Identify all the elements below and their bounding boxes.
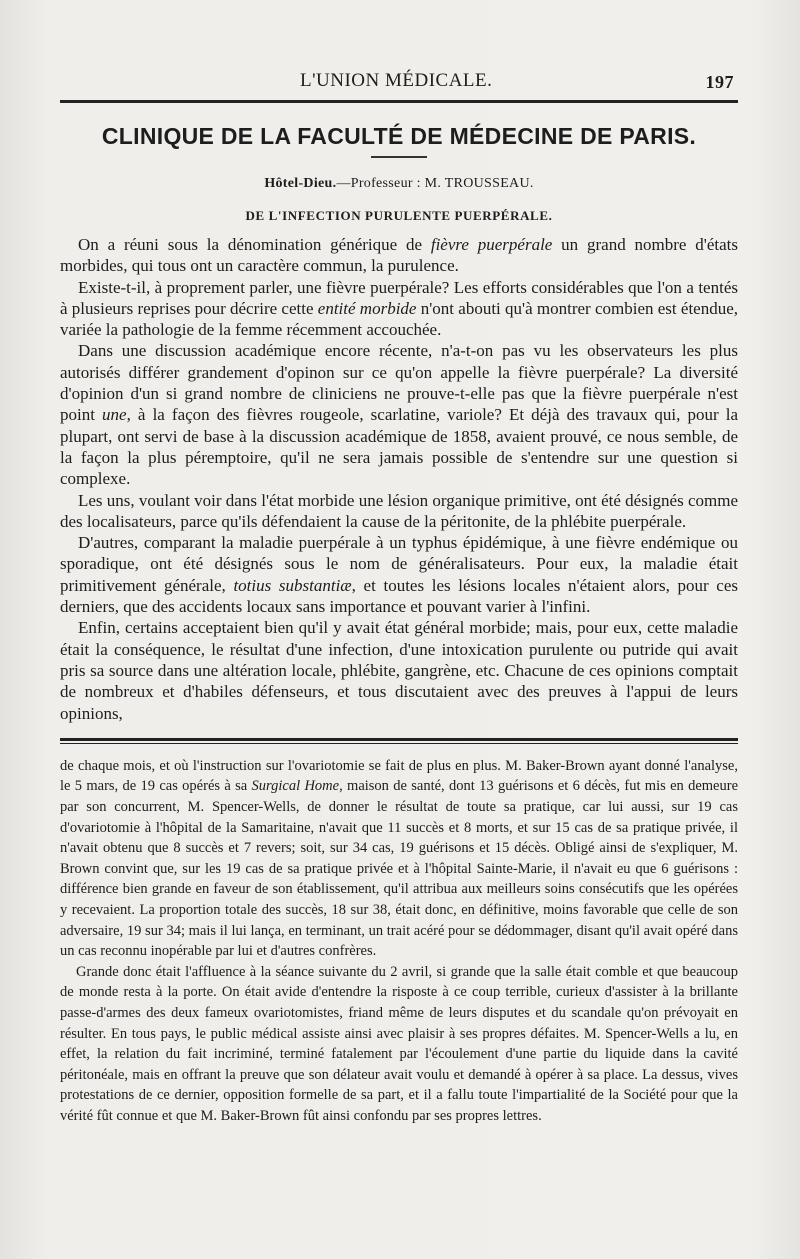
title-divider (371, 156, 427, 158)
footnote-separator (60, 738, 738, 744)
header-rule (60, 100, 738, 103)
article-body (60, 234, 738, 724)
paragraph: Dans une discussion académique encore récente, n'a-t-on pas vu les observateurs les plus autorisés différer grandement d'opinon sur ce qu'on appelle la fièvre puerpérale? La diversité d'opinion d'un si grand nombre de cliniciens ne prouve-t-elle pas que la fièvre puerpérale n'est point une, à la façon des fièvres rougeole, scarlatine, variole? Et déjà des travaux qui, pour la plupart, ont servi de base à la discussion académique de 1858, avaient prouvé, ce nous semble, de la façon la plus péremptoire, qu'il ne sera jamais possible de s'entendre sur une question si complexe. (60, 341, 738, 489)
page-number: 197 (705, 72, 734, 92)
footnote (60, 756, 738, 1127)
subtitle-professor: —Professeur : M. TROUSSEAU. (336, 176, 534, 191)
running-title: L'UNION MÉDICALE. (300, 70, 493, 91)
subtitle (60, 176, 738, 192)
paragraph: Existe-t-il, à proprement parler, une fièvre puerpérale? Les efforts considérables que l'on a tentés à plusieurs reprises pour décrire cette entité morbide n'ont abouti qu'à montrer combien est étendue, variée la pathologie de la femme récemment accouchée. (60, 277, 739, 340)
footnote-paragraph: Grande donc était l'affluence à la séance suivante du 2 avril, si grande que la salle était comble et que beaucoup de monde resta à la porte. On était avide d'entendre la risposte à ce coup terrible, curieux d'assister à la brillante passe-d'armes des deux fameux ovariotomistes, friand même de leurs disputes et du scandale qu'on prévoyait en résulter. En tous pays, le public médical assiste ainsi avec plaisir à ses propres défaites. M. Spencer-Wells a lu, en effet, la relation du fait incriminé, terminé fatalement par l'écoulement d'une partie du liquide dans la cavité péritonéale, mais en offrant la preuve que son délateur avait voulu et demandé à opérer à sa place. La dessus, vives protestations de ce dernier, opposition formelle de sa part, et il a fallu toute l'impartialité de la Société pour que la vérité fût connue et que M. Baker-Brown fût ainsi confondu par ses propres lettres. (60, 963, 738, 1124)
paragraph: Les uns, voulant voir dans l'état morbide une lésion organique primitive, ont été désignés comme des localisateurs, parce qu'ils défendaient la cause de la péritonite, de la phlébite puerpérale. (60, 490, 738, 531)
footnote-paragraph: de chaque mois, et où l'instruction sur l'ovariotomie se fait de plus en plus. M. Baker-Brown ayant donné l'analyse, le 5 mars, de 19 cas opérés à sa Surgical Home, maison de santé, dont 13 guérisons et 6 décès, fut mis en demeure par son concurrent, M. Spencer-Wells, de donner le résultat de toute sa pratique, car lui aussi, sur 19 cas d'ovariotomie à l'hôpital de la Samaritaine, n'avait que 11 succès et 8 morts, et sur 15 cas de sa pratique privée, il n'avait obtenu que 8 succès et 7 revers; soit, sur 34 cas, 19 guérisons et 15 décès. Obligé ainsi de s'expliquer, M. Brown convint que, sur les 19 cas de sa pratique privée et à l'hôpital Sainte-Marie, il n'avait eu que 6 guérisons : différence bien grande en faveur de son établissement, qu'il attribua aux meilleurs soins consécutifs que les opérées y recevaient. La proportion totale des succès, 18 sur 38, était donc, en définitive, moins favorable que celle de son adversaire, 19 sur 34; mais il lui lança, en terminant, un trait acéré pour se dédommager, disant qu'il avait opéré dans un cas reconnu inopérable par lui et d'autres confrères. (60, 757, 739, 960)
section-title: CLINIQUE DE LA FACULTÉ DE MÉDECINE DE PARIS. (101, 123, 697, 149)
subtitle-place: Hôtel-Dieu. (264, 176, 337, 191)
paragraph: Enfin, certains acceptaient bien qu'il y avait état général morbide; mais, pour eux, cette maladie était la conséquence, le résultat d'une infection, d'une intoxication purulente ou putride qui avait pris sa source dans une altération locale, phlébite, gangrène, etc. Chacune de ces opinions comptait de nombreux et d'habiles défenseurs, et tous discutaient avec des preuves à l'appui de leurs opinions, (60, 618, 738, 723)
article-title: DE L'INFECTION PURULENTE PUERPÉRALE. (245, 208, 553, 223)
running-head (60, 62, 738, 92)
paragraph: On a réuni sous la dénomination générique de fièvre puerpérale un grand nombre d'états morbides, qui tous ont un caractère commun, la purulence. (60, 235, 738, 276)
paragraph: D'autres, comparant la maladie puerpérale à un typhus épidémique, à une fièvre endémique ou sporadique, ont été désignés sous le nom de généralisateurs. Pour eux, la maladie était primitivement générale, totius substantiæ, et toutes les lésions locales n'étaient alors, pour ces derniers, que des accidents locaux sans importance et pouvant varier à l'infini. (60, 533, 738, 617)
